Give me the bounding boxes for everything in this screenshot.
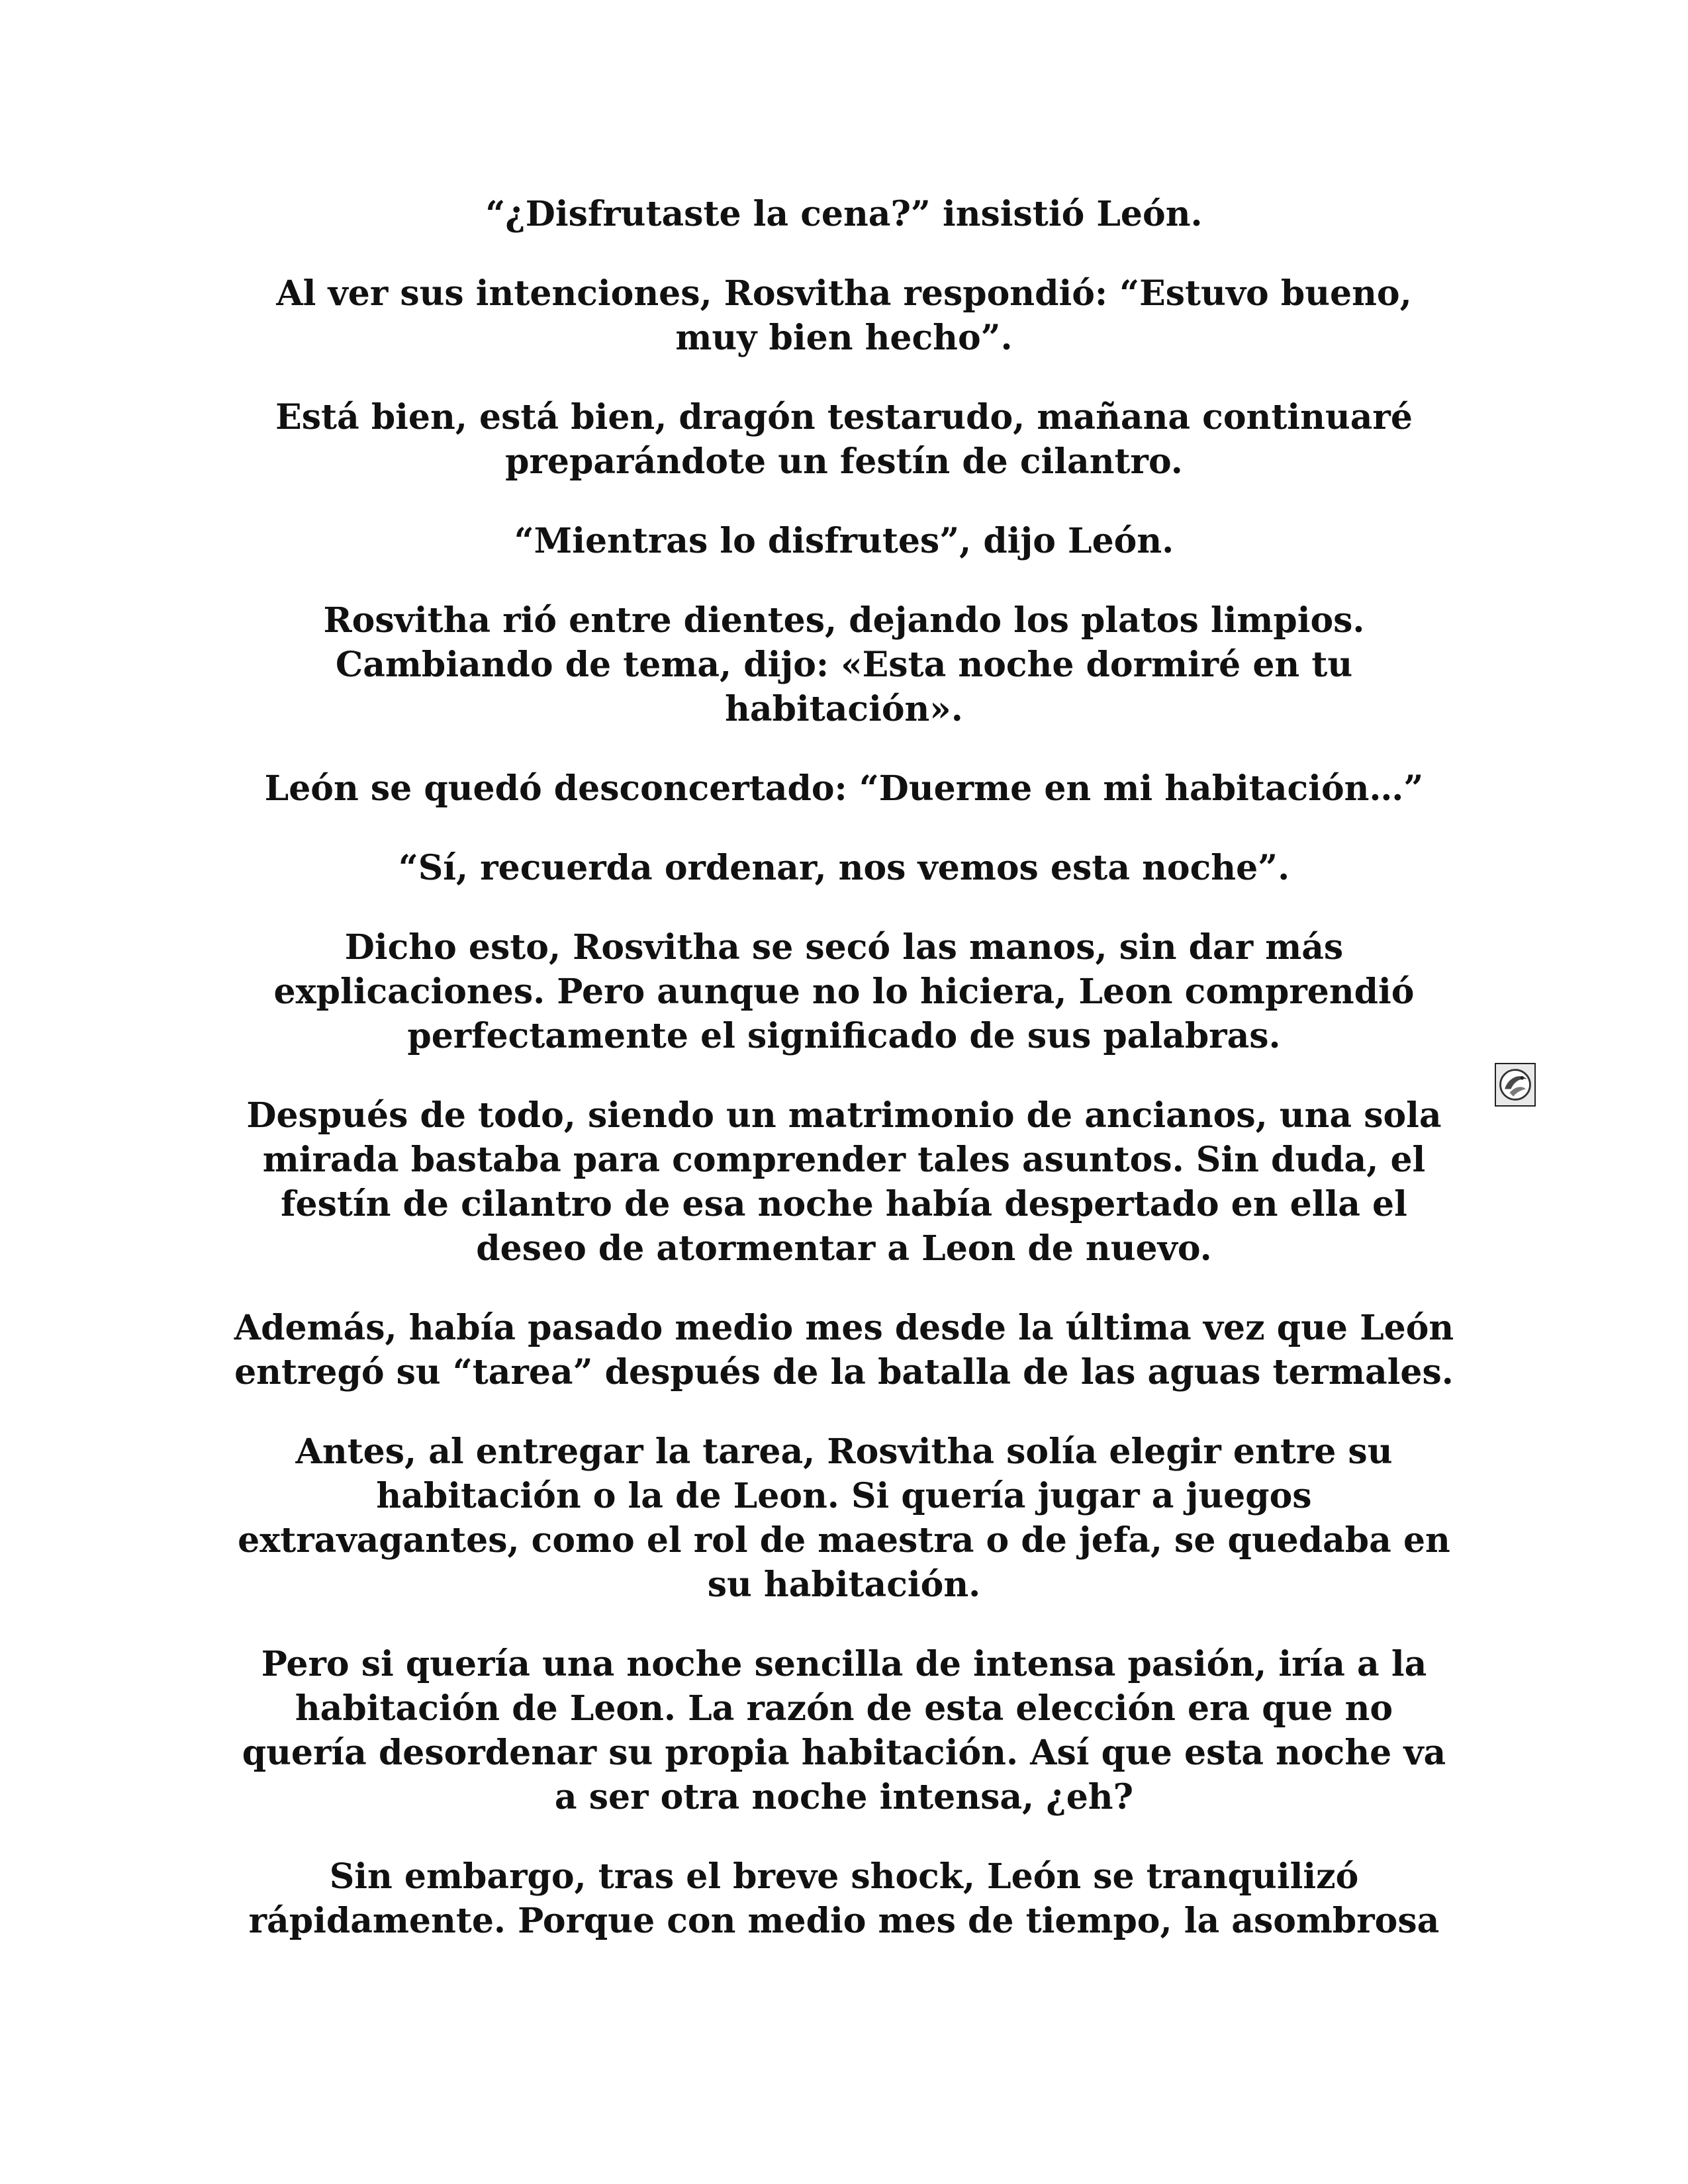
paragraph — [225, 846, 1463, 890]
paragraph — [225, 1430, 1463, 1607]
text-line: Cambiando de tema, dijo: «Esta noche dormiré en tu — [335, 645, 1353, 685]
text-line: explicaciones. Pero aunque no lo hiciera, Leon comprendió — [273, 972, 1415, 1012]
paragraph — [225, 1093, 1463, 1271]
paragraph — [225, 925, 1463, 1058]
paragraph — [225, 395, 1463, 484]
text-line: muy bien hecho”. — [675, 318, 1013, 358]
text-line: entregó su “tarea” después de la batalla de las aguas termales. — [234, 1352, 1454, 1392]
text-line: habitación de Leon. La razón de esta elección era que no — [295, 1688, 1393, 1729]
text-line: “¿Disfrutaste la cena?” insistió León. — [485, 194, 1203, 234]
paragraph — [225, 1854, 1463, 1943]
paragraph — [225, 1642, 1463, 1819]
paragraph — [225, 598, 1463, 731]
text-line: Dicho esto, Rosvitha se secó las manos, sin dar más — [344, 927, 1344, 968]
text-line: habitación o la de Leon. Si quería jugar a juegos — [376, 1476, 1312, 1516]
emblem-icon — [1495, 1063, 1536, 1107]
text-line: a ser otra noche intensa, ¿eh? — [554, 1777, 1134, 1817]
text-line: “Sí, recuerda ordenar, nos vemos esta noche”. — [398, 848, 1290, 888]
text-line: mirada bastaba para comprender tales asuntos. Sin duda, el — [262, 1140, 1426, 1180]
text-line: “Mientras lo disfrutes”, dijo León. — [514, 521, 1174, 561]
text-line: Antes, al entregar la tarea, Rosvitha solía elegir entre su — [295, 1432, 1393, 1472]
paragraph — [225, 519, 1463, 563]
text-line: quería desordenar su propia habitación. Así que esta noche va — [242, 1733, 1446, 1773]
text-line: Sin embargo, tras el breve shock, León se tranquilizó — [329, 1856, 1359, 1897]
text-line: Rosvitha rió entre dientes, dejando los platos limpios. — [323, 600, 1365, 641]
paragraph — [225, 192, 1463, 236]
document-body — [225, 192, 1463, 1978]
text-line: festín de cilantro de esa noche había despertado en ella el — [281, 1184, 1407, 1224]
text-line: preparándote un festín de cilantro. — [505, 441, 1183, 482]
text-line: Está bien, está bien, dragón testarudo, mañana continuaré — [275, 397, 1413, 437]
paragraph — [225, 1306, 1463, 1394]
text-line: habitación». — [725, 689, 963, 729]
text-line: perfectamente el significado de sus palabras. — [407, 1016, 1281, 1056]
text-line: Además, había pasado medio mes desde la última vez que León — [234, 1308, 1454, 1348]
paragraph — [225, 271, 1463, 360]
text-line: Pero si quería una noche sencilla de intensa pasión, iría a la — [261, 1644, 1427, 1684]
text-line: Al ver sus intenciones, Rosvitha respondió: “Estuvo bueno, — [276, 273, 1412, 314]
text-line: su habitación. — [707, 1565, 981, 1605]
text-line: deseo de atormentar a Leon de nuevo. — [476, 1228, 1212, 1269]
text-line: Después de todo, siendo un matrimonio de ancianos, una sola — [246, 1095, 1442, 1136]
paragraph — [225, 766, 1463, 811]
text-line: extravagantes, como el rol de maestra o de jefa, se quedaba en — [238, 1520, 1450, 1561]
text-line: León se quedó desconcertado: “Duerme en mi habitación…” — [264, 768, 1424, 809]
text-line: rápidamente. Porque con medio mes de tiempo, la asombrosa — [248, 1901, 1440, 1941]
